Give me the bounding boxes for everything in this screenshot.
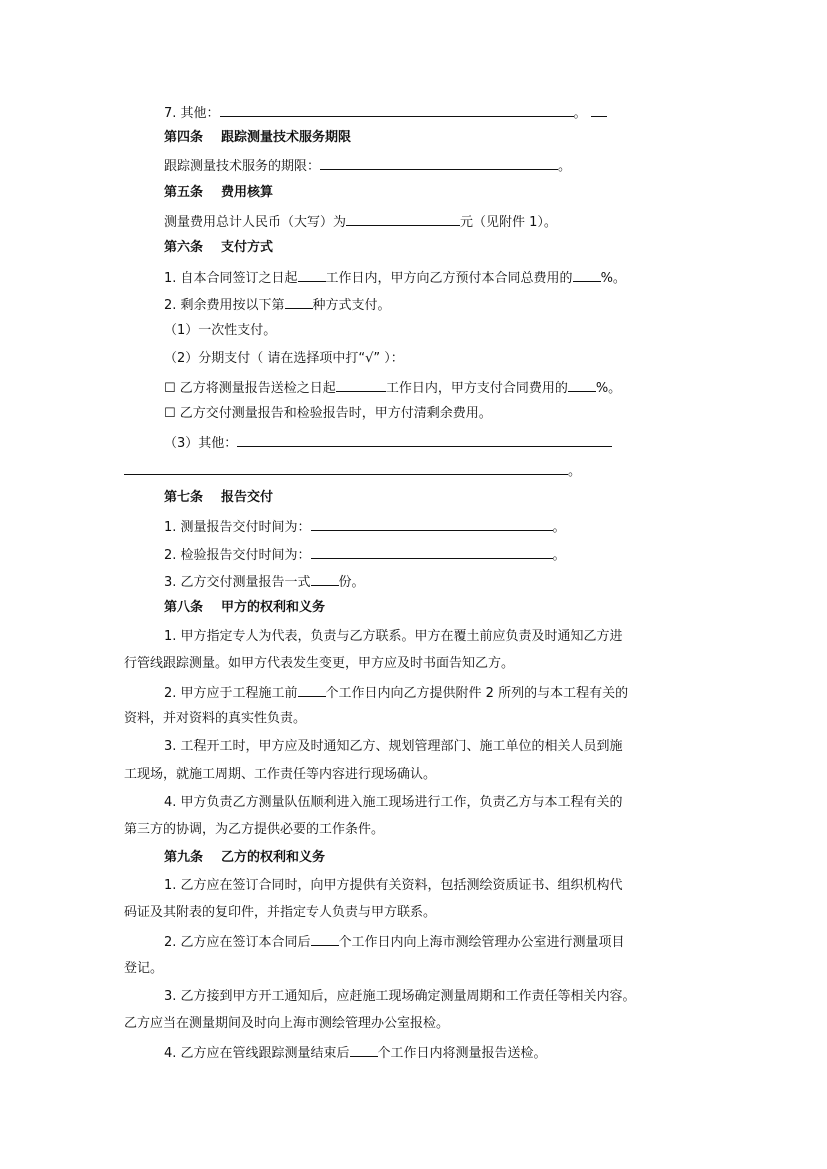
article-5-heading: 第五条 费用核算 <box>164 185 274 200</box>
blank-field[interactable] <box>568 379 596 392</box>
article-6-line-1: 1. 自本合同签订之日起 工作日内，甲方向乙方预付本合同总费用的 %。 <box>164 271 626 286</box>
article-8-para-3b: 工现场，就施工周期、工作责任等内容进行现场确认。 <box>124 767 437 782</box>
article-9-para-4: 4. 乙方应在管线跟踪测量结束后 个工作日内将测量报告送检。 <box>164 1046 547 1061</box>
blank-field[interactable] <box>346 213 460 226</box>
blank-field[interactable] <box>350 1044 378 1057</box>
article-6-line-6: ☐ 乙方交付测量报告和检验报告时，甲方付清剩余费用。 <box>164 406 492 421</box>
article-9-para-3b: 乙方应当在测量期间及时向上海市测绘管理办公室报检。 <box>124 1016 450 1031</box>
article-6-line-2: 2. 剩余费用按以下第 种方式支付。 <box>164 298 391 313</box>
checkbox[interactable]: ☐ <box>164 406 176 421</box>
blank-field[interactable] <box>311 573 339 586</box>
blank-field[interactable] <box>237 434 612 447</box>
blank-field[interactable] <box>220 104 574 117</box>
article-8-para-2a: 2. 甲方应于工程施工前 个工作日内向乙方提供附件 2 所列的与本工程有关的 <box>164 686 629 701</box>
blank-field[interactable] <box>573 269 601 282</box>
article-6-line-3: （1）一次性支付。 <box>164 323 277 338</box>
article-9-para-3a: 3. 乙方接到甲方开工通知后，应赶施工现场确定测量周期和工作责任等相关内容。 <box>164 989 636 1004</box>
article-8-para-1a: 1. 甲方指定专人为代表，负责与乙方联系。甲方在覆土前应负责及时通知乙方进 <box>164 629 623 644</box>
article-9-para-2a: 2. 乙方应在签订本合同后 个工作日内向上海市测绘管理办公室进行测量项目 <box>164 935 625 950</box>
clause-7-other: 7. 其他： 。 <box>164 104 607 122</box>
blank-field[interactable] <box>320 157 558 170</box>
blank-field[interactable] <box>591 104 607 117</box>
blank-field[interactable] <box>311 546 553 559</box>
article-8-para-3a: 3. 工程开工时，甲方应及时通知乙方、规划管理部门、施工单位的相关人员到施 <box>164 739 623 754</box>
article-6-line-7-cont: 。 <box>124 462 581 480</box>
article-7-line-1: 1. 测量报告交付时间为： 。 <box>164 520 566 535</box>
article-6-heading: 第六条 支付方式 <box>164 240 274 255</box>
article-5-line-1: 测量费用总计人民币（大写）为 元（见附件 1）。 <box>164 215 557 230</box>
article-7-line-3: 3. 乙方交付测量报告一式 份。 <box>164 575 365 590</box>
blank-field[interactable] <box>298 269 326 282</box>
blank-field[interactable] <box>124 462 568 475</box>
article-8-para-4a: 4. 甲方负责乙方测量队伍顺利进入施工现场进行工作，负责乙方与本工程有关的 <box>164 795 623 810</box>
article-8-para-1b: 行管线跟踪测量。如甲方代表发生变更，甲方应及时书面告知乙方。 <box>124 656 515 671</box>
article-7-line-2: 2. 检验报告交付时间为： 。 <box>164 548 566 563</box>
article-6-line-7: （3）其他： <box>164 434 612 452</box>
blank-field[interactable] <box>298 684 326 697</box>
article-4-line-1: 跟踪测量技术服务的期限： 。 <box>164 159 572 174</box>
article-6-line-5: ☐ 乙方将测量报告送检之日起 工作日内，甲方支付合同费用的 %。 <box>164 381 622 396</box>
blank-field[interactable] <box>311 518 553 531</box>
blank-field[interactable] <box>285 296 313 309</box>
blank-field[interactable] <box>311 933 339 946</box>
checkbox[interactable]: ☐ <box>164 381 176 396</box>
article-9-para-1b: 码证及其附表的复印件，并指定专人负责与甲方联系。 <box>124 905 437 920</box>
article-9-heading: 第九条 乙方的权利和义务 <box>164 850 326 865</box>
blank-field[interactable] <box>336 379 386 392</box>
article-6-line-4: （2）分期支付（ 请在选择项中打“√” ）： <box>164 351 404 366</box>
article-8-para-4b: 第三方的协调，为乙方提供必要的工作条件。 <box>124 822 385 837</box>
article-8-heading: 第八条 甲方的权利和义务 <box>164 600 326 615</box>
article-9-para-2b: 登记。 <box>124 961 164 976</box>
article-9-para-1a: 1. 乙方应在签订合同时，向甲方提供有关资料，包括测绘资质证书、组织机构代 <box>164 878 623 893</box>
article-8-para-2b: 资料，并对资料的真实性负责。 <box>124 711 307 726</box>
article-7-heading: 第七条 报告交付 <box>164 490 274 505</box>
article-4-heading: 第四条 跟踪测量技术服务期限 <box>164 130 352 145</box>
